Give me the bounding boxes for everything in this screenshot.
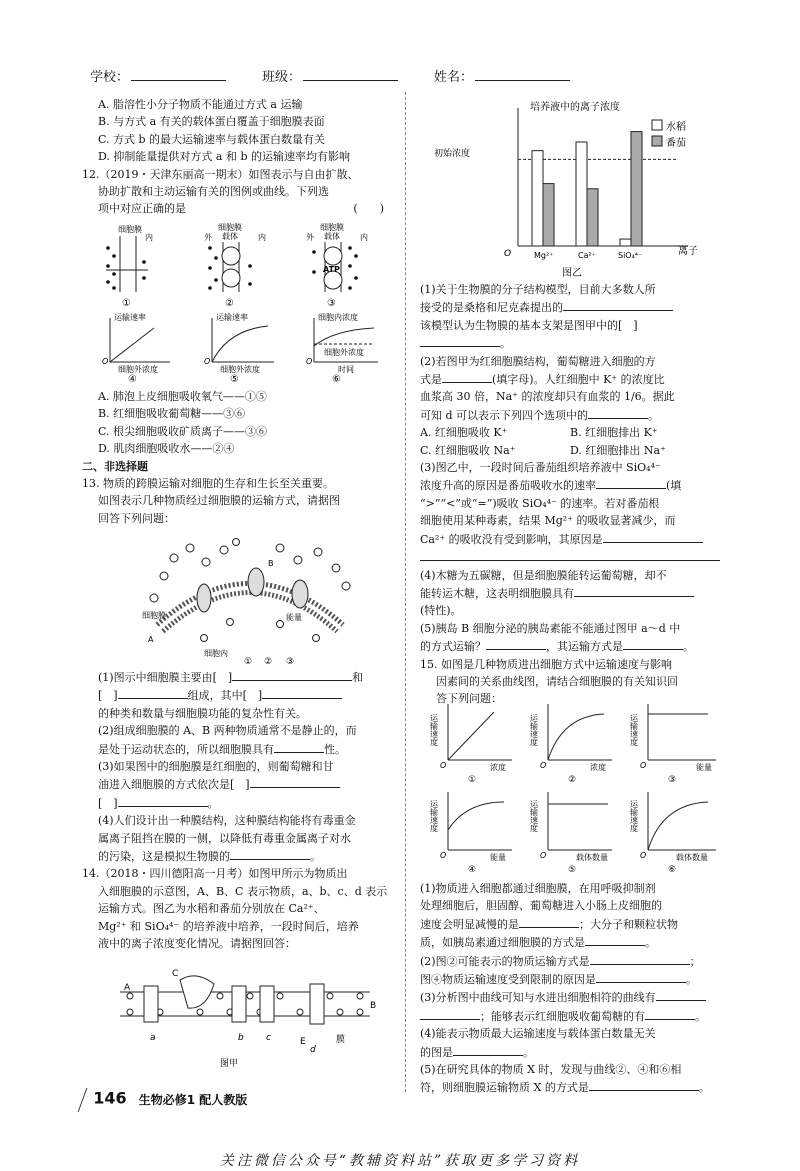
q13-3-line1: (3)如果图中的细胞膜是红细胞的，则葡萄糖和甘 <box>98 760 334 774</box>
bar-1-2 <box>631 132 642 246</box>
section-heading: 二、非选择题 <box>82 459 148 473</box>
q12-label-inner-1: 内 <box>145 233 153 242</box>
bar-0-0 <box>532 151 543 246</box>
q14-2-line4: 可知 d 可以表示下列四个选项中的 。 <box>420 406 732 424</box>
fig15-num-2: ② <box>568 775 577 785</box>
legend-label-0: 水稻 <box>666 122 686 133</box>
class-line[interactable] <box>303 66 398 81</box>
q15-1-line1: (1)物质进入细胞都通过细胞膜，在用呼吸抑制剂 <box>420 882 656 895</box>
legend-swatch-0 <box>652 120 662 130</box>
q13-label-a: A <box>148 635 154 644</box>
q14-5-line1: (5)胰岛 B 细胞分泌的胰岛素能不能通过图甲 a～d 中 <box>420 621 681 635</box>
option-b: B. 与方式 a 有关的载体蛋白覆盖于细胞膜表面 <box>98 115 325 129</box>
fig14a-label-membrane: 膜 <box>336 1035 346 1045</box>
blank-15-1a[interactable] <box>519 915 579 928</box>
q12-option-d: D. 肌肉细胞吸收水——②④ <box>98 442 235 456</box>
fig15-x-5: 载体数量 <box>576 853 608 862</box>
q12-label-outer-3: 外 <box>306 233 314 242</box>
blank-15-2a[interactable] <box>590 952 690 965</box>
class-label: 班级： <box>262 66 398 85</box>
blank-13-3a[interactable] <box>250 775 340 788</box>
q14-1-line3: 该模型认为生物膜的基本支架是图甲中的[ ] <box>420 318 638 332</box>
q14-line1: 14.（2018・四川德阳高一月考）如图甲所示为物质出 <box>82 867 348 881</box>
fig15-graph-4 <box>429 792 513 875</box>
blank-15-3a[interactable] <box>656 988 706 1001</box>
q13-label-b: B <box>268 559 274 568</box>
blank-14-2b[interactable] <box>588 406 648 419</box>
q12-g5-ylabel: 运输速率 <box>216 313 248 322</box>
q12-g6-origin: O <box>306 357 313 366</box>
fig15-ylabel-5: 运输速度 <box>529 800 539 832</box>
q15-1-line3: 速度会明显减慢的是 ；大分子和颗粒状物 <box>420 915 732 933</box>
q14-5-line2: 的方式运输？ ，其运输方式是 。 <box>420 637 732 655</box>
blank-15-4[interactable] <box>453 1043 523 1056</box>
chart-title: 图乙 <box>562 268 582 279</box>
q13-2-line2: 是处于运动状态的，所以细胞膜具有 性。 <box>82 740 398 758</box>
blank-13-1a[interactable] <box>232 668 352 681</box>
q13-3-line3: [ ] 。 <box>82 794 398 812</box>
q14-3-line1: (3)图乙中，一段时间后番茄组织培养液中 SiO₄⁴⁻ <box>420 461 661 475</box>
q15-2-line1: (2)图②可能表示的物质运输方式是 ； <box>420 952 732 970</box>
fig14a-label-a-lower: a <box>150 1033 156 1043</box>
q15-4-line1: (4)能表示物质最大运输速度与载体蛋白数量无关 <box>420 1027 656 1041</box>
blank-15-5[interactable] <box>589 1078 699 1091</box>
q12-g5-xlabel: 细胞外浓度 <box>220 365 260 374</box>
blank-14-2a[interactable] <box>442 370 492 383</box>
q14-2-options-ab: A. 红细胞吸收 K⁺ B. 红细胞排出 K⁺ <box>420 426 658 440</box>
q13-membrane-diagram <box>140 538 360 666</box>
promo-text: 关注微信公众号“教辅资料站”获取更多学习资料 <box>219 1153 581 1169</box>
blank-14-3c[interactable] <box>420 548 720 561</box>
fig14a-label-d: d <box>310 1045 316 1055</box>
q15-1-line2: 处理细胞后，胆固醇、葡萄糖进入小肠上皮细胞的 <box>420 899 662 913</box>
q14-3-line5: Ca²⁺ 的吸收没有受到影响，其原因是 <box>420 530 732 548</box>
fig15-ylabel-4: 运输速度 <box>429 800 439 832</box>
fig15-ylabel-3: 运输速度 <box>629 714 639 746</box>
fig15-x-1: 浓度 <box>490 763 506 772</box>
blank-14-1a[interactable] <box>563 298 673 311</box>
fig14a-diagram <box>110 950 380 1070</box>
q12-label-inner-2: 内 <box>258 233 266 242</box>
header <box>90 66 730 85</box>
q15-3-line2: ；能够表示红细胞吸收葡萄糖的有 。 <box>420 1007 732 1025</box>
q12-line1: 12.（2019・天津东丽高一期末）如图表示与自由扩散、 <box>82 167 359 181</box>
q12-num-5: ⑤ <box>230 374 239 385</box>
q14-4-line3: (特性)。 <box>420 604 462 618</box>
fig15-graph-2 <box>529 704 613 785</box>
blank-15-1b[interactable] <box>585 933 645 946</box>
fig15-ylabel-1: 运输速度 <box>429 714 439 746</box>
fig14b-chart <box>430 98 720 280</box>
q12-label-inner-3: 内 <box>360 233 368 242</box>
fig14a-label-c-lower: c <box>266 1033 271 1043</box>
q14-1-line2: 接受的是桑格和尼克森提出的 <box>420 298 732 316</box>
fig15-origin-5: O <box>540 851 547 860</box>
q15-5-line1: (5)在研究具体的物质 X 时，发现与曲线②、④和⑥相 <box>420 1063 682 1077</box>
school-line[interactable] <box>131 66 226 81</box>
chart-xlabel: 离子 <box>678 246 698 257</box>
q13-num-1: ① <box>244 657 253 667</box>
fig14b <box>430 98 720 280</box>
q12-option-c: C. 根尖细胞吸收矿质离子——③⑥ <box>98 424 268 438</box>
fig14a-label-c: C <box>172 969 179 979</box>
q14-line3: 运输方式。图乙为水稻和番茄分别放在 Ca²⁺、 <box>98 902 325 916</box>
q15-3-line1: (3)分析图中曲线可知与水进出细胞相符的曲线有 <box>420 988 732 1006</box>
q12-num-4: ④ <box>128 374 137 385</box>
blank-14-4[interactable] <box>574 584 694 597</box>
blank-13-1c[interactable] <box>262 686 342 699</box>
fig14a-label-a: A <box>124 983 131 993</box>
q13-label-energy: 能量 <box>286 613 302 622</box>
fig15-num-3: ③ <box>668 775 677 785</box>
q13-4-line3: 的污染，这是模拟生物膜的 。 <box>82 847 398 865</box>
fig15-graph-3 <box>629 704 717 785</box>
q12-g5-origin: O <box>204 357 211 366</box>
q12-label-carrier-2: 载体 <box>222 232 238 241</box>
q15-line2: 因素间的关系曲线图，请结合细胞膜的有关知识回 <box>436 674 678 688</box>
fig15-graph-1 <box>429 704 513 785</box>
q12-g6-ylabel: 细胞内浓度 <box>318 313 358 322</box>
q14-3-line3: “>”“<”或“=”)吸收 SiO₄⁴⁻ 的速率。若对番茄根 <box>420 496 660 510</box>
q14-line2: 入细胞膜的示意图，A、B、C 表示物质，a、b、c、d 表示 <box>98 884 388 898</box>
q14-3-line2: 浓度升高的原因是番茄吸收水的速率 (填 <box>420 476 732 494</box>
blank-14-1b[interactable] <box>420 334 500 347</box>
fig15-origin-4: O <box>440 851 447 860</box>
q12-option-a: A. 肺泡上皮细胞吸收氧气——①⑤ <box>98 390 267 403</box>
left-column-2 <box>82 388 398 527</box>
chart-reference-label: 初始浓度 <box>434 149 471 159</box>
q15-line3: 答下列问题： <box>436 692 502 706</box>
blank-15-3c[interactable] <box>645 1007 695 1020</box>
q14-2-options-cd: C. 红细胞吸收 Na⁺ D. 红细胞排出 Na⁺ <box>420 443 666 457</box>
blank-14-3a[interactable] <box>596 476 666 489</box>
fig14a <box>110 950 380 1070</box>
q13-num-2: ② <box>264 657 273 667</box>
name-label: 姓名： <box>434 66 570 85</box>
q12-g6-xlabel2: 时间 <box>338 365 354 374</box>
bar-0-1 <box>576 142 587 246</box>
fig15-graph-6 <box>629 792 717 875</box>
q14-4-line2: 能转运木糖，这表明细胞膜具有 <box>420 584 732 602</box>
q12-figure <box>98 222 388 385</box>
fig15 <box>429 700 732 876</box>
category-label-2: SiO₄⁴⁻ <box>618 251 643 260</box>
q14-1-line4: 。 <box>420 334 732 352</box>
option-d: D. 抑制能量提供对方式 a 和 b 的运输速率均有影响 <box>98 150 351 164</box>
q12-num-2: ② <box>225 298 234 309</box>
q14-2-line1: (2)若图甲为红细胞膜结构，葡萄糖进入细胞的方 <box>420 354 656 368</box>
q12-atp-label: ATP <box>323 265 340 274</box>
q15-5-line2: 符，则细胞膜运输物质 X 的方式是 。 <box>420 1078 732 1096</box>
blank-13-3b[interactable] <box>118 794 208 807</box>
blank-13-2[interactable] <box>274 740 324 753</box>
fig15-num-6: ⑥ <box>668 865 677 875</box>
q12-line3: 项中对应正确的是 ( ) <box>82 200 398 217</box>
fig15-x-2: 浓度 <box>590 763 606 772</box>
q12-g4-xlabel: 细胞外浓度 <box>118 365 158 374</box>
q12-label-membrane-2: 细胞膜 <box>218 223 242 232</box>
blank-14-3b[interactable] <box>603 530 703 543</box>
q12-num-3: ③ <box>327 298 336 309</box>
option-c: C. 方式 b 的最大运输速率与载体蛋白数量有关 <box>98 132 326 146</box>
name-line[interactable] <box>475 66 570 81</box>
q13-3-line2: 油进入细胞膜的方式依次是[ ] <box>82 775 398 793</box>
blank-13-4[interactable] <box>230 847 310 860</box>
blank-13-1b[interactable] <box>118 686 188 699</box>
legend-label-1: 番茄 <box>666 138 686 149</box>
category-label-1: Ca²⁺ <box>578 251 596 260</box>
q15-line1: 15. 如图是几种物质进出细胞方式中运输速度与影响 <box>420 657 672 671</box>
q14-4-line1: (4)木糖为五碳糖，但是细胞膜能转运葡萄糖，却不 <box>420 568 667 582</box>
blank-15-3b[interactable] <box>420 1007 480 1020</box>
q15-4-line2: 的图是 。 <box>420 1043 732 1061</box>
q12-num-6: ⑥ <box>332 374 341 385</box>
fig15-ylabel-2: 运输速度 <box>529 714 539 746</box>
fig15-graphs <box>429 700 732 876</box>
q12-diagrams <box>98 222 388 385</box>
blank-14-5a[interactable] <box>486 637 546 650</box>
q12-option-b: B. 红细胞吸收葡萄糖——③⑥ <box>98 407 246 421</box>
q12-g4-ylabel: 运输速率 <box>114 313 146 322</box>
q12-label-outer-2: 外 <box>204 233 212 242</box>
bar-1-0 <box>543 184 554 246</box>
right-column-2 <box>420 880 732 1097</box>
q13-figure <box>140 538 360 666</box>
category-label-0: Mg²⁺ <box>534 251 554 260</box>
left-column-3 <box>82 668 398 953</box>
q14-1-line1: (1)关于生物膜的分子结构模型，目前大多数人所 <box>420 283 656 296</box>
q13-num-3: ③ <box>286 657 295 667</box>
q13-label-inside: 细胞内 <box>204 649 228 658</box>
footer <box>82 1088 247 1112</box>
q14-2-line3: 血浆高 30 倍，Na⁺ 的浓度却只有血浆的 1/6。据此 <box>420 390 675 404</box>
fig15-num-1: ① <box>468 775 477 785</box>
fig14a-label-b-lower: b <box>238 1033 244 1043</box>
column-divider <box>405 92 406 1092</box>
bar-0-2 <box>620 239 631 246</box>
q15-1-line4: 质，如胰岛素通过细胞膜的方式是 。 <box>420 933 732 951</box>
chart-ylabel: 培养液中的离子浓度 <box>530 102 620 113</box>
fig14a-label-b: B <box>370 1001 377 1011</box>
legend-swatch-1 <box>652 136 662 146</box>
q15-2-line2: 图④物质运输速度受到限制的原因是 。 <box>420 970 732 988</box>
q14-line4: Mg²⁺ 和 SiO₄⁴⁻ 的培养液中培养，一段时间后，培养 <box>98 919 359 933</box>
q12-bracket: ( ) <box>353 202 384 216</box>
fig15-x-3: 能量 <box>696 763 712 772</box>
q12-num-1: ① <box>122 298 131 309</box>
right-column <box>420 281 732 708</box>
q12-g6-xlabel1: 细胞外浓度 <box>324 348 364 357</box>
fig15-x-6: 载体数量 <box>676 853 708 862</box>
q13-1-line1: (1)图示中细胞膜主要由[ ] 和 <box>82 668 398 686</box>
q12-g4-origin: O <box>102 357 109 366</box>
q13-line3: 回答下列问题： <box>98 511 175 525</box>
fig15-origin-2: O <box>540 761 547 770</box>
q13-2-line1: (2)组成细胞膜的 A、B 两种物质通常不是静止的，而 <box>98 724 357 738</box>
fig15-graph-5 <box>529 792 613 875</box>
fig15-num-5: ⑤ <box>568 865 577 875</box>
q14-3-line6 <box>420 548 732 566</box>
q12-label-carrier-3: 载体 <box>324 232 340 241</box>
page-number: 146 <box>93 1088 127 1108</box>
fig15-num-4: ④ <box>468 865 477 875</box>
q12-line2: 协助扩散和主动运输有关的图例或曲线。下列选 <box>98 185 329 199</box>
fig15-origin-1: O <box>440 761 447 770</box>
fig15-origin-6: O <box>640 851 647 860</box>
q13-line1: 13. 物质的跨膜运输对细胞的生存和生长至关重要。 <box>82 477 334 491</box>
q14-line5: 液中的离子浓度变化情况。请据图回答： <box>98 937 296 951</box>
blank-15-2b[interactable] <box>596 970 686 983</box>
q13-1-line3: 的种类和数量与细胞膜功能的复杂性有关。 <box>98 706 307 720</box>
fig15-x-4: 能量 <box>490 853 506 862</box>
footer-slash-icon <box>78 1088 88 1112</box>
fig14a-label-e: E <box>300 1037 306 1047</box>
q13-label-membrane: 细胞膜 <box>142 611 166 620</box>
q12-label-membrane-3: 细胞膜 <box>320 223 344 232</box>
left-column <box>82 96 398 218</box>
option-a: A. 脂溶性小分子物质不能通过方式 a 运输 <box>98 98 303 111</box>
chart-origin: O <box>504 249 512 259</box>
q13-4-line2: 属离子阻挡在膜的一侧，以降低有毒重金属离子对水 <box>98 831 351 845</box>
q12-label-membrane-1: 细胞膜 <box>118 225 142 234</box>
book-title: 生物必修1 配人教版 <box>138 1092 248 1107</box>
q14-2-line2: 式是 (填字母)。人红细胞中 K⁺ 的浓度比 <box>420 370 732 388</box>
q14-3-line4: 细胞使用某种毒素，结果 Mg²⁺ 的吸收显著减少，而 <box>420 514 676 528</box>
school-label: 学校： <box>90 66 226 85</box>
fig14a-title: 图甲 <box>220 1059 239 1069</box>
fig15-ylabel-6: 运输速度 <box>629 800 639 832</box>
q13-line2: 如图表示几种物质经过细胞膜的运输方式，请据图 <box>98 494 340 508</box>
bar-1-1 <box>587 189 598 246</box>
q13-4-line1: (4)人们设计出一种膜结构，这种膜结构能将有毒重金 <box>98 814 356 828</box>
q13-1-line2: [ ] 组成，其中[ ] <box>82 686 398 704</box>
blank-14-5b[interactable] <box>623 637 683 650</box>
fig15-origin-3: O <box>640 761 647 770</box>
